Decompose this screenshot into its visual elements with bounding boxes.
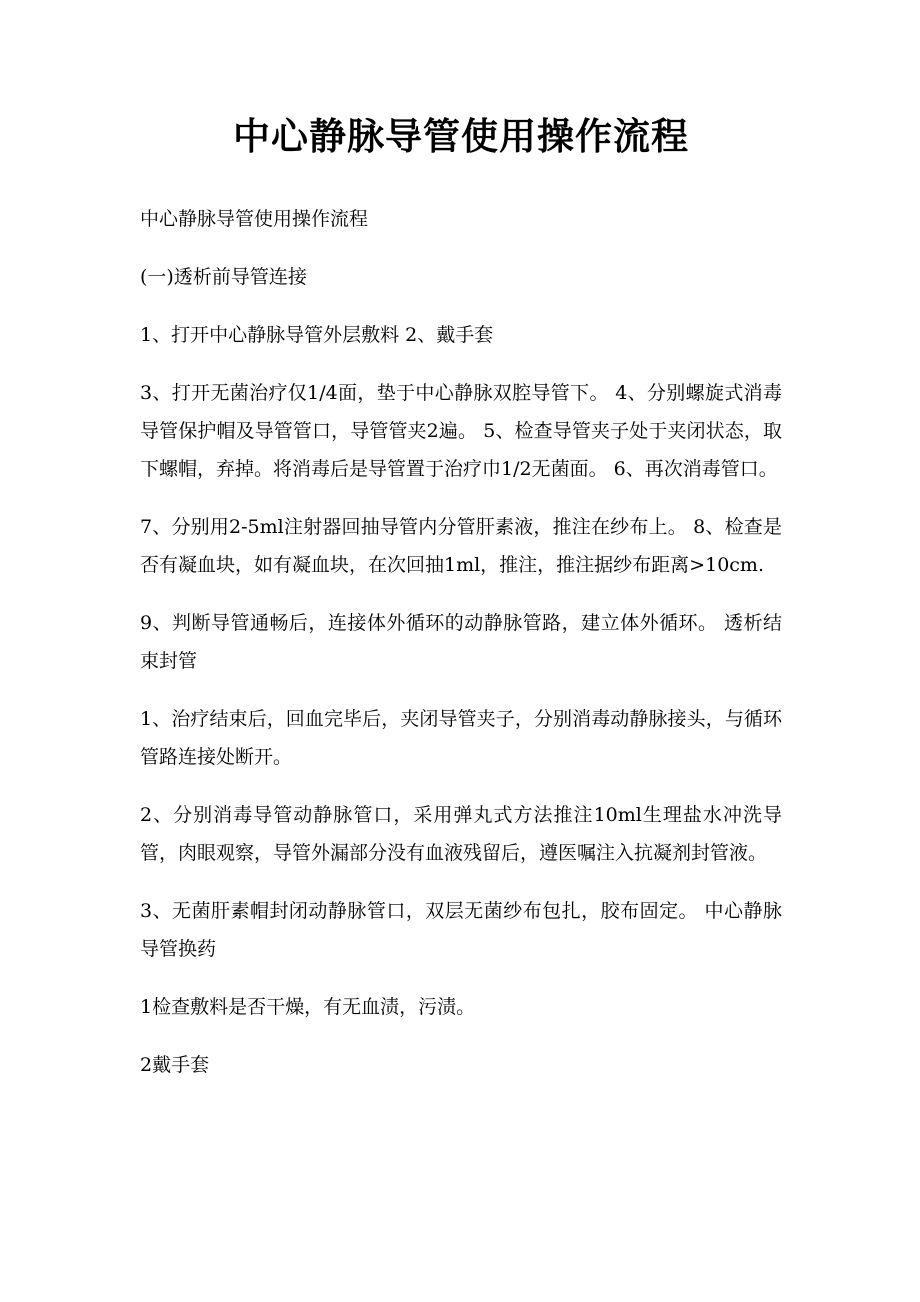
paragraph-step: 9、判断导管通畅后，连接体外循环的动静脉管路，建立体外循环。 透析结束封管 xyxy=(140,612,782,672)
paragraph-step: 2戴手套 xyxy=(140,1054,210,1076)
paragraph-step: 3、无菌肝素帽封闭动静脉管口，双层无菌纱布包扎，胶布固定。 中心静脉导管换药 xyxy=(140,900,782,960)
paragraph-step: 7、分别用2-5ml注射器回抽导管内分管肝素液，推注在纱布上。 8、检查是否有凝血块，如有凝血块，在次回抽1ml，推注，推注据纱布距离>10cm. xyxy=(140,516,782,576)
paragraph-heading: 中心静脉导管使用操作流程 xyxy=(140,208,369,230)
paragraph-step: 3、打开无菌治疗仅1/4面，垫于中心静脉双腔导管下。 4、分别螺旋式消毒导管保护帽及导管管口，导管管夹2遍。 5、检查导管夹子处于夹闭状态，取下螺帽，弃掉。将消毒后是导管置于治疗巾1/2无菌面。 6、再次消毒管口。 xyxy=(140,382,782,480)
document-title: 中心静脉导管使用操作流程 xyxy=(233,115,689,158)
paragraph-step: 1、治疗结束后，回血完毕后，夹闭导管夹子，分别消毒动静脉接头，与循环管路连接处断开。 xyxy=(140,708,782,768)
paragraph-section-pre-dialysis: (一)透析前导管连接 xyxy=(140,266,307,288)
paragraph-step: 1、打开中心静脉导管外层敷料 2、戴手套 xyxy=(140,324,494,346)
document-body xyxy=(140,200,782,1084)
paragraph-step: 1检查敷料是否干燥，有无血渍，污渍。 xyxy=(140,996,476,1018)
paragraph-step: 2、分别消毒导管动静脉管口，采用弹丸式方法推注10ml生理盐水冲洗导管，肉眼观察，导管外漏部分没有血液残留后，遵医嘱注入抗凝剂封管液。 xyxy=(140,804,782,864)
